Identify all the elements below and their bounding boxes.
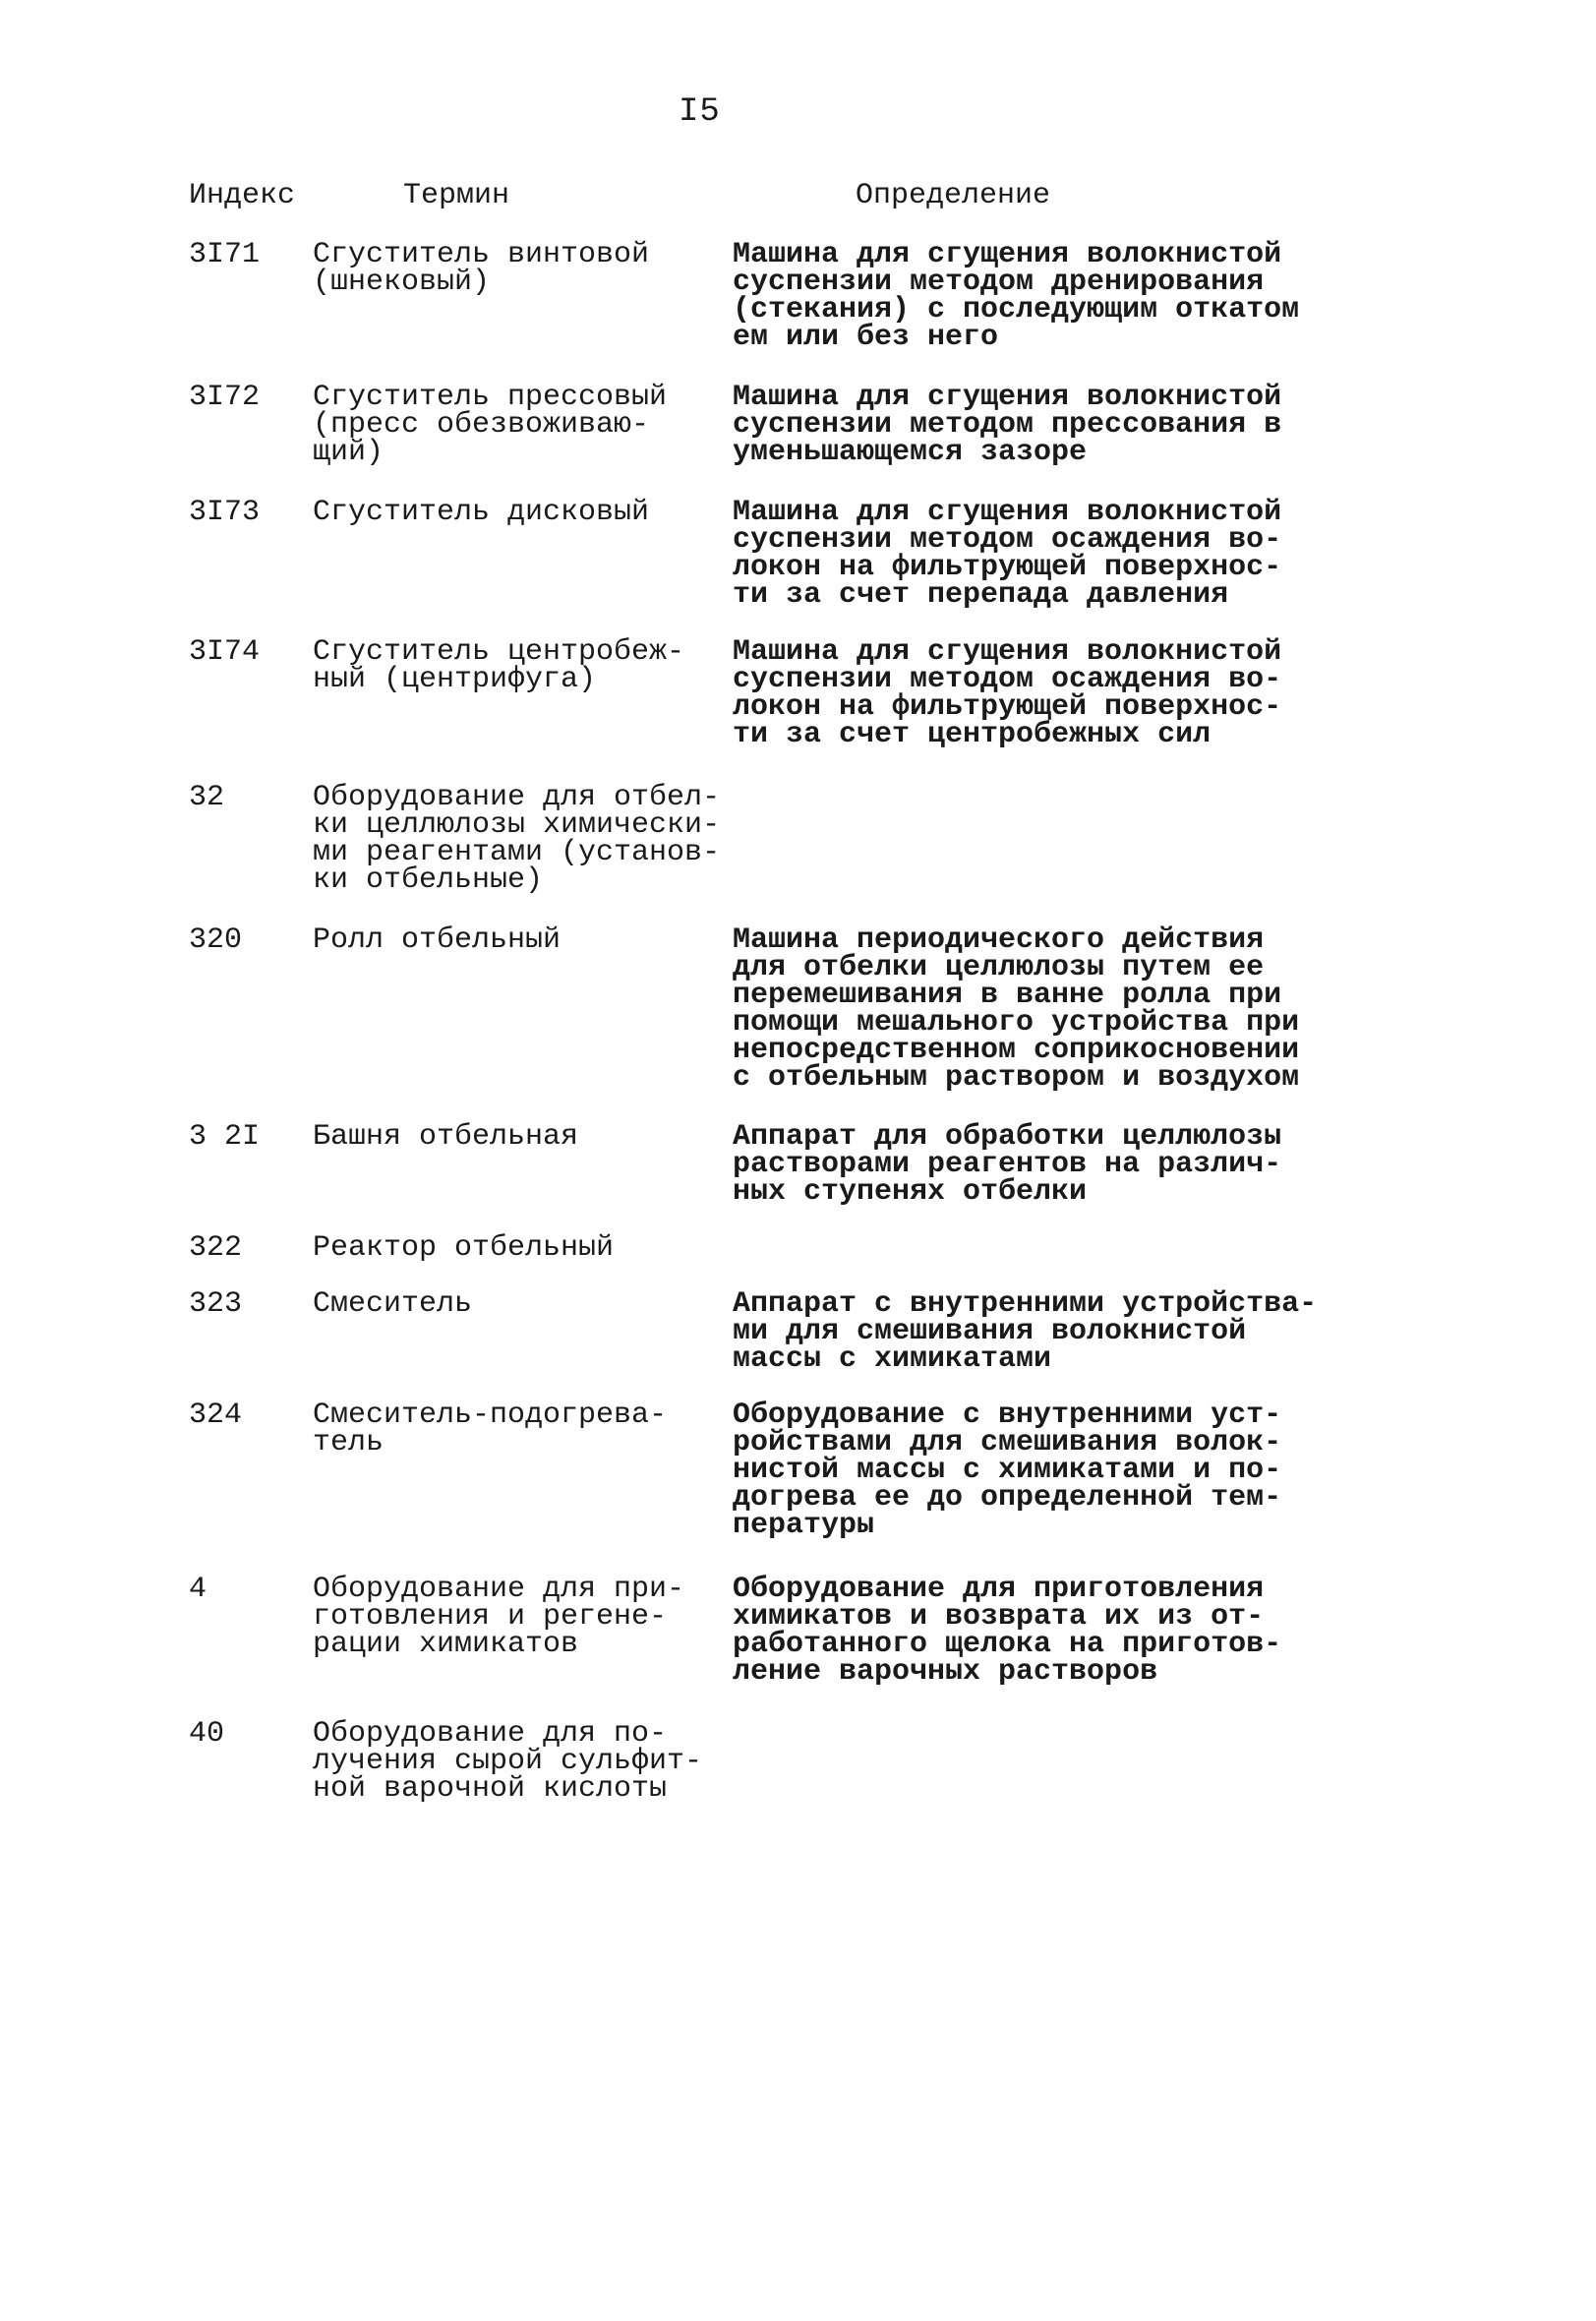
table-row (0, 1120, 1596, 1234)
entry-definition: Машина для сгущения волокнистой суспензии методом прессования в уменьшающемся зазоре (733, 381, 1282, 469)
entry-term: Оборудование для по- лучения сырой сульфит- ной варочной кислоты (313, 1717, 703, 1806)
table-row (0, 496, 1596, 638)
entry-term: Сгуститель прессовый (пресс обезвоживаю- щий) (313, 381, 668, 469)
entry-index: 322 (189, 1231, 243, 1265)
entry-index: 3I72 (189, 381, 261, 414)
page-number: I5 (679, 93, 721, 131)
entry-definition: Оборудование для приготовления химикатов и возврата их из от- работанного щелока на приготов- ление варочных растворов (733, 1573, 1282, 1689)
header-index: Индекс (189, 179, 296, 212)
table-row (0, 381, 1596, 499)
entry-term: Сгуститель центробеж- ный (центрифуга) (313, 635, 685, 696)
entry-term: Сгуститель дисковый (313, 496, 650, 529)
entry-term: Башня отбельная (313, 1120, 579, 1154)
entry-term: Ролл отбельный (313, 923, 562, 957)
entry-term: Оборудование для при- готовления и регене- рации химикатов (313, 1573, 685, 1661)
entry-index: 3I73 (189, 496, 261, 529)
entry-definition: Машина для сгущения волокнистой суспензии методом осаждения во- локон на фильтрующей поверхнос- ти за счет перепада давления (733, 496, 1282, 612)
entry-index: 40 (189, 1717, 225, 1751)
entry-definition: Машина периодического действия для отбелки целлюлозы путем ее перемешивания в ванне ролла при помощи мешального устройства при непосредственном соприкосновении с отбельным раствором и воздухом (733, 923, 1300, 1095)
entry-definition: Машина для сгущения волокнистой суспензии методом осаждения во- локон на фильтрующей поверхнос- ти за счет центробежных сил (733, 635, 1282, 751)
table-row (0, 238, 1596, 384)
entry-definition: Аппарат для обработки целлюлозы растворами реагентов на различ- ных ступенях отбелки (733, 1120, 1282, 1209)
entry-term: Смеситель-подогрева- тель (313, 1399, 668, 1459)
entry-index: 324 (189, 1399, 243, 1432)
entry-index: 320 (189, 923, 243, 957)
header-definition: Определение (856, 179, 1051, 212)
table-row (0, 1573, 1596, 1720)
header-term: Термин (403, 179, 510, 212)
entry-definition: Машина для сгущения волокнистой суспензии методом дренирования (стекания) с последующим откатом ем или без него (733, 238, 1300, 354)
entry-index: 4 (189, 1573, 207, 1606)
table-row (0, 635, 1596, 784)
table-row (0, 1287, 1596, 1401)
table-row (0, 1231, 1596, 1290)
entry-term: Реактор отбельный (313, 1231, 615, 1265)
entry-definition: Оборудование с внутренними уст- ройствами для смешивания волок- нистой массы с химикатами и по- догрева ее до определенной тем- пературы (733, 1399, 1282, 1542)
entry-term: Смеситель (313, 1287, 473, 1321)
entry-index: 3 2I (189, 1120, 261, 1154)
entry-index: 32 (189, 781, 225, 814)
entry-term: Сгуститель винтовой (шнековый) (313, 238, 650, 299)
entry-index: 3I74 (189, 635, 261, 669)
table-row (0, 1401, 1596, 1576)
entry-index: 323 (189, 1287, 243, 1321)
table-row (0, 781, 1596, 926)
entries-table (0, 238, 1596, 1818)
table-row (0, 923, 1596, 1123)
table-row (0, 1717, 1596, 1818)
entry-index: 3I71 (189, 238, 261, 271)
entry-term: Оборудование для отбел- ки целлюлозы химически- ми реагентами (установ- ки отбельные) (313, 781, 721, 897)
entry-definition: Аппарат с внутренними устройства- ми для смешивания волокнистой массы с химикатами (733, 1287, 1318, 1376)
